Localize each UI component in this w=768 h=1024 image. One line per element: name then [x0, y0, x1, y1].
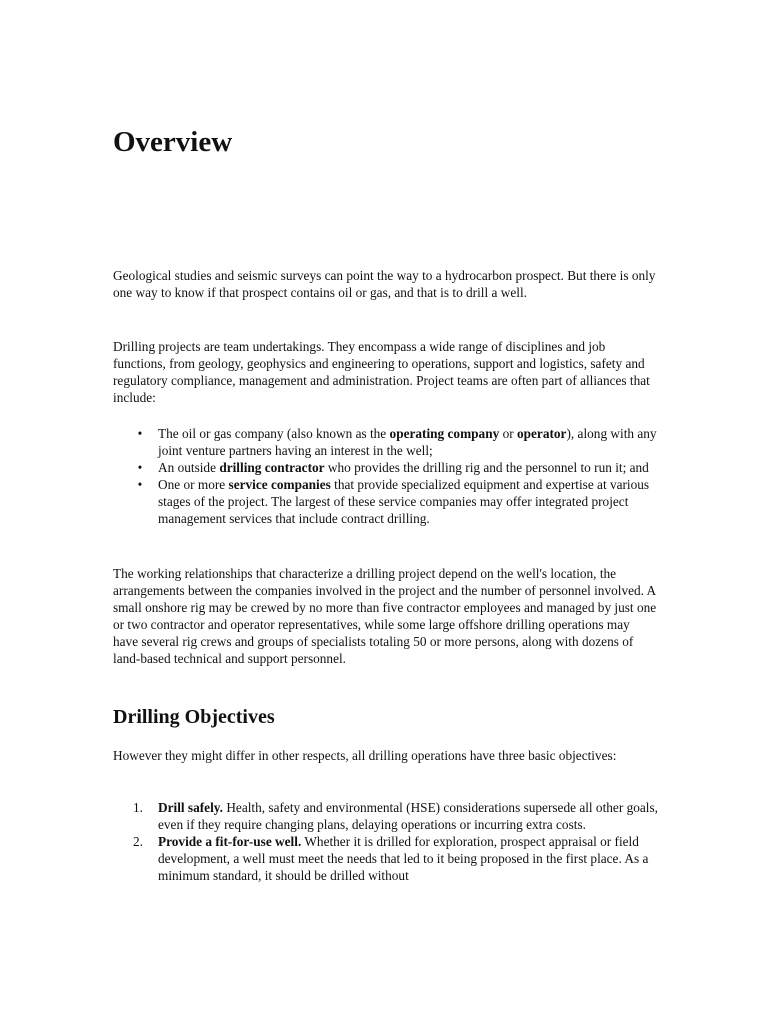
bullet-marker: •: [137, 477, 143, 492]
intro-paragraph: Geological studies and seismic surveys can point the way to a hydrocarbon prospect. But there is only one way to know if that prospect contains oil or gas, and that is to drill a well.: [113, 268, 656, 300]
list-item: [113, 476, 658, 527]
relationships-paragraph: The working relationships that characterize a drilling project depend on the well's location, the arrangements between the companies involved in the project and the number of personnel involved. A small onshore rig may be crewed by no more than five contractor employees and managed by just one or two contractor and operator representatives, while some large offshore drilling operations may have several rig crews and groups of specialists totaling 50 or more persons, along with dozens of land-based technical and support personnel.: [113, 566, 657, 666]
list-number: 1.: [133, 800, 143, 815]
objective-text: Whether it is drilled for exploration, prospect appraisal or field development, a well must meet the needs that led to it being proposed in the first place. As a minimum standard, it should be drilled without: [158, 834, 649, 883]
list-item: [113, 459, 658, 476]
list-item: [113, 799, 658, 833]
objective-text: Health, safety and environmental (HSE) considerations supersede all other goals, even if they require changing plans, delaying operations or incurring extra costs.: [158, 800, 658, 832]
objective-lead: Provide a fit-for-use well.: [158, 834, 302, 849]
list-item: [113, 833, 658, 884]
section-heading: Drilling Objectives: [113, 706, 275, 728]
list-item-text: One or more: [158, 477, 229, 492]
team-paragraph: Drilling projects are team undertakings. They encompass a wide range of disciplines and job functions, from geology, geophysics and engineering to operations, support and logistics, safety and regulatory compliance, management and administration. Project teams are often part of alliances that include:: [113, 339, 650, 405]
objectives-list: [113, 799, 658, 884]
objectives-intro: However they might differ in other respects, all drilling operations have three basic objectives:: [113, 748, 617, 763]
list-item-text: The oil or gas company (also known as the: [158, 426, 390, 441]
term-service-companies: service companies: [228, 477, 331, 492]
term-drilling-contractor: drilling contractor: [219, 460, 325, 475]
objective-lead: Drill safely.: [158, 800, 223, 815]
bullet-marker: •: [137, 426, 143, 441]
page-title: Overview: [113, 126, 233, 158]
list-item-text: or: [499, 426, 517, 441]
list-item-text: ), along with any joint venture partners having an interest in the well;: [158, 426, 657, 458]
list-item-text: An outside: [158, 460, 220, 475]
bullet-marker: •: [137, 460, 143, 475]
list-number: 2.: [133, 834, 143, 849]
list-item: [113, 425, 658, 459]
term-operator: operator: [516, 426, 567, 441]
term-operating-company: operating company: [389, 426, 500, 441]
alliances-list: [113, 425, 658, 527]
list-item-text: that provide specialized equipment and expertise at various stages of the project. The largest of these service companies may offer integrated project management services that include contract drilling.: [158, 477, 650, 526]
list-item-text: who provides the drilling rig and the personnel to run it; and: [324, 460, 649, 475]
